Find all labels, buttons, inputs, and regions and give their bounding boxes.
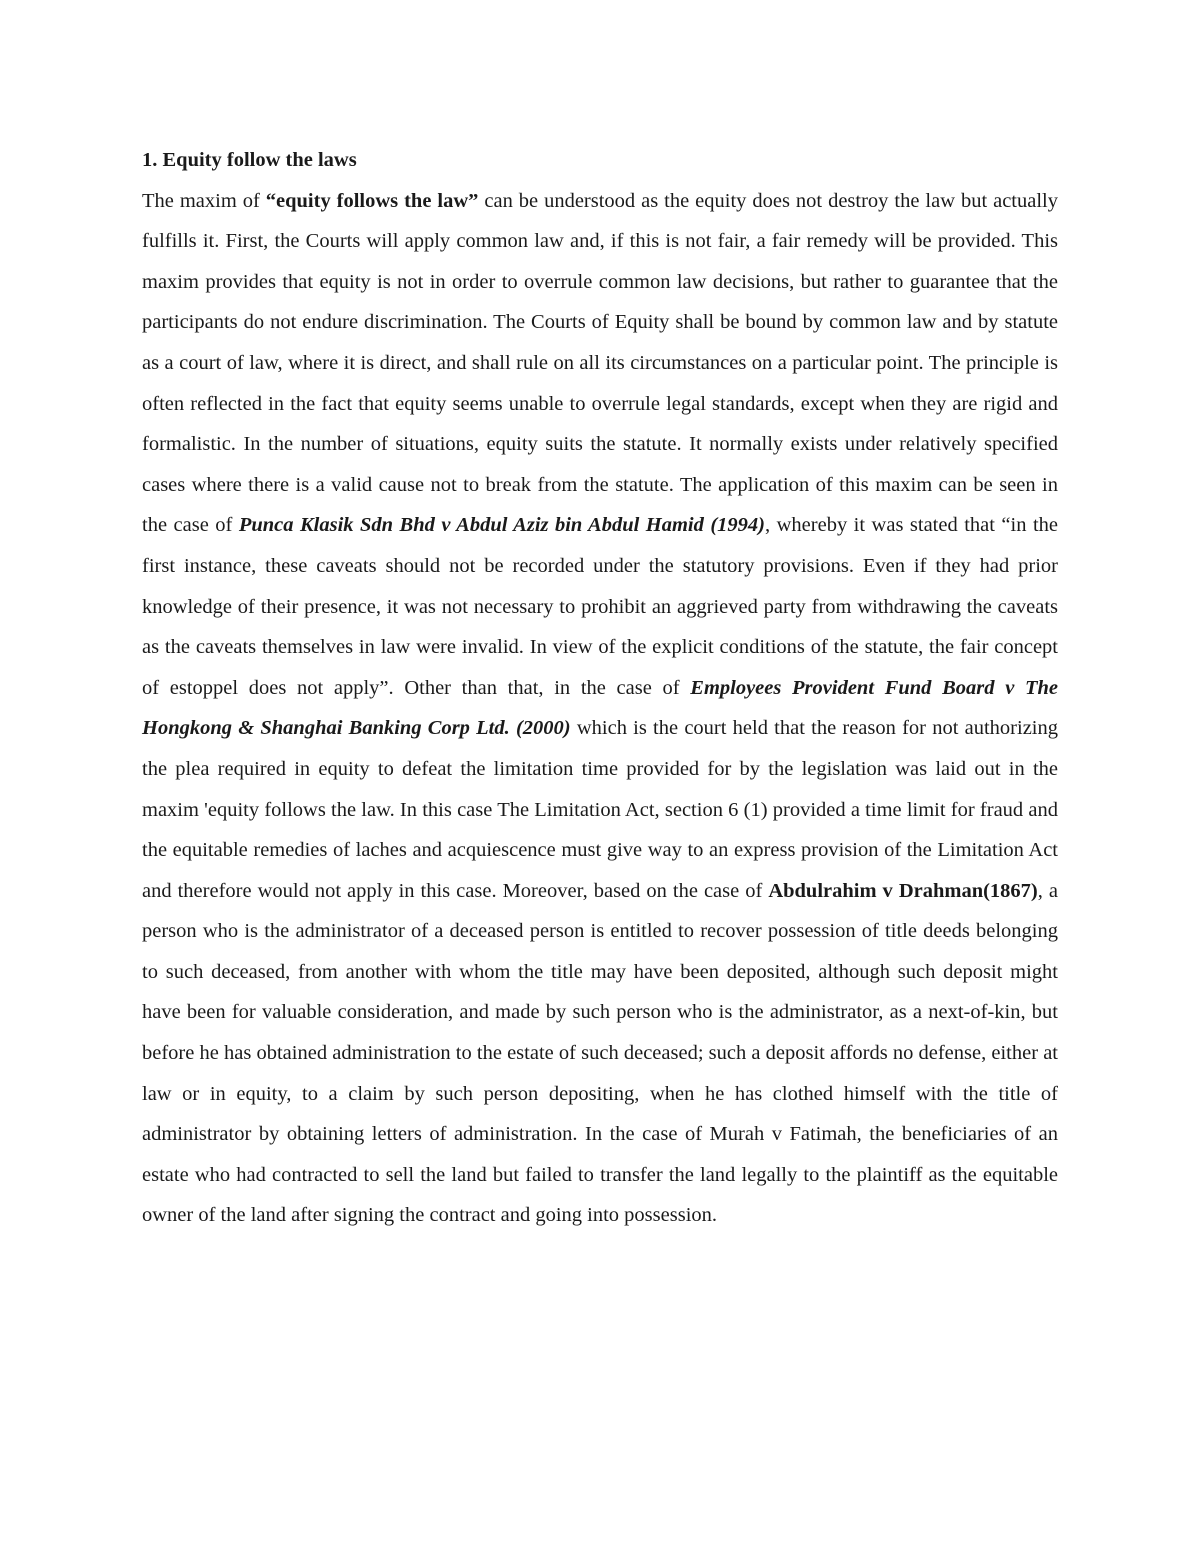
document-content — [142, 140, 1058, 1236]
text-run: , a person who is the administrator of a deceased person is entitled to recover possession of title deeds belonging to such deceased, from another with whom the title may have been deposited, although such deposit might have been for valuable consideration, and made by such person who is the administrator, as a next-of-kin, but before he has obtained administration to the estate of such deceased; such a deposit affords no defense, either at law or in equity, to a claim by such person depositing, when he has clothed himself with the title of administrator by obtaining letters of administration. In the case of Murah v Fatimah, the beneficiaries of an estate who had contracted to sell the land but failed to transfer the land legally to the plaintiff as the equitable owner of the land after signing the contract and going into possession. — [142, 879, 1058, 1227]
text-run: , whereby it was stated that “in the first instance, these caveats should not be recorded under the statutory provisions. Even if they had prior knowledge of their presence, it was not necessary to prohibit an aggrieved party from withdrawing the caveats as the caveats themselves in law were invalid. In view of the explicit conditions of the statute, the fair concept of estoppel does not apply”. Other than that, in the case of — [142, 514, 1058, 699]
text-run: which is the court held that the reason for not authorizing the plea required in equity to defeat the limitation time provided for by the legislation was laid out in the maxim 'equity follows the law. In this case The Limitation Act, section 6 (1) provided a time limit for fraud and the equitable remedies of laches and acquiescence must give way to an express provision of the Limitation Act and therefore would not apply in this case. Moreover, based on the case of — [142, 717, 1058, 902]
case-citation: Abdulrahim v Drahman(1867) — [768, 879, 1038, 902]
case-citation: Employees Provident Fund Board v The Hongkong & Shanghai Banking Corp Ltd. (2000) — [142, 676, 1058, 740]
text-run: can be understood as the equity does not destroy the law but actually fulfills it. First, the Courts will apply common law and, if this is not fair, a fair remedy will be provided. This maxim provides that equity is not in order to overrule common law decisions, but rather to guarantee that the participants do not endure discrimination. The Courts of Equity shall be bound by common law and by statute as a court of law, where it is direct, and shall rule on all its circumstances on a particular point. The principle is often reflected in the fact that equity seems unable to overrule legal standards, except when they are rigid and formalistic. In the number of situations, equity suits the statute. It normally exists under relatively specified cases where there is a valid cause not to break from the statute. The application of this maxim can be seen in the case of — [142, 189, 1058, 537]
case-citation: Punca Klasik Sdn Bhd v Abdul Aziz bin Abdul Hamid (1994) — [238, 514, 766, 537]
maxim-phrase: “equity follows the law” — [265, 189, 479, 212]
section-heading: 1. Equity follow the laws — [142, 149, 357, 171]
body-paragraph — [142, 181, 1058, 1236]
text-run: The maxim of — [142, 189, 266, 212]
